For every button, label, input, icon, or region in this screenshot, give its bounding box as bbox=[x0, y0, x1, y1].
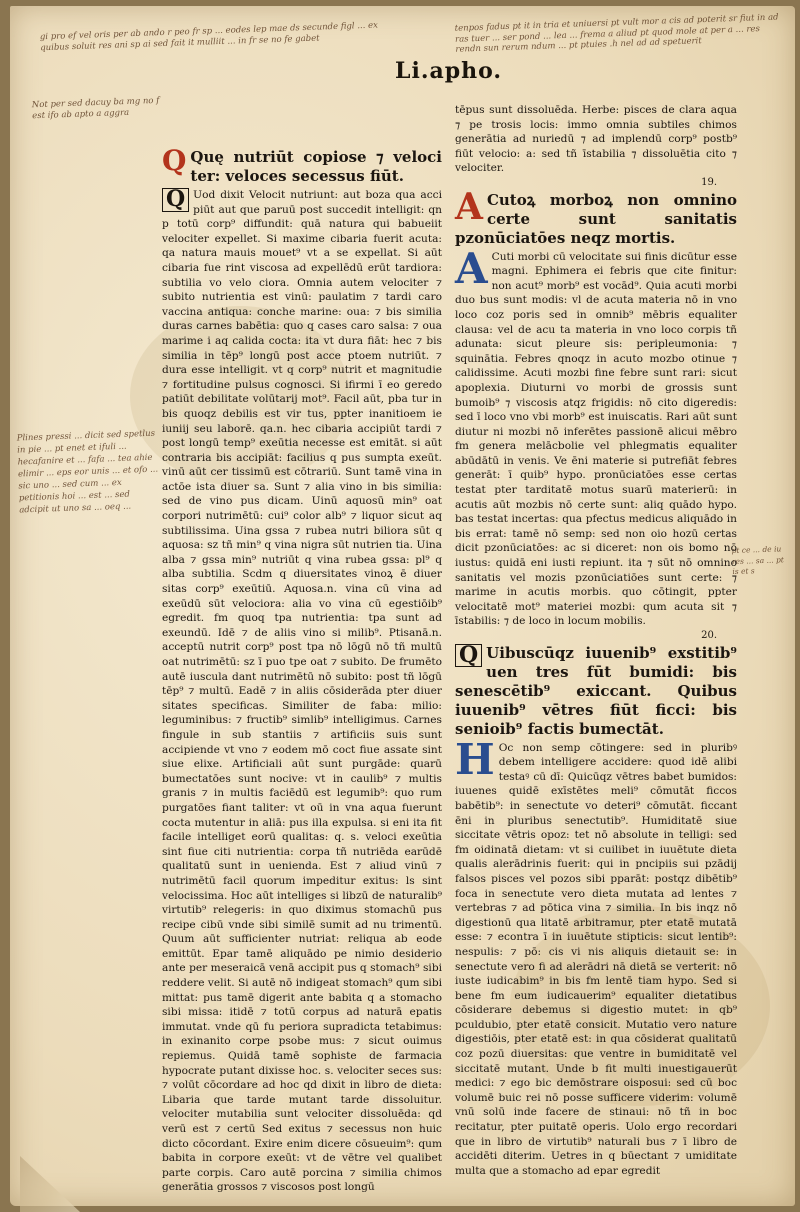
initial-letter: Q bbox=[455, 644, 482, 668]
red-initial: Q bbox=[162, 144, 187, 177]
section-heading bbox=[162, 144, 442, 186]
corner-fold bbox=[20, 1156, 80, 1212]
paragraph bbox=[455, 734, 737, 1179]
running-title: Li.apho. bbox=[395, 58, 503, 84]
marginalia-left: Plines pressi ... dicit sed spetlus in pie ... pt enet et ifuli ... hecafanire et ... fafa ... tea ahie elimir ... eps eor unis ... et ofo ... sic uno ... sed cum ... ex petitionis hoi ... est ... sed adcipit ut uno sa ... oeq ... bbox=[16, 428, 159, 516]
paragraph-text: Oc non semp cōtingere: sed in pluribꝰ debem intelligere accidere: quod idē alibi testaꝰ cū dī: Quicūqz vētres babet bumidos: iuuenes quidē exīstētes meli⁹ cōmutāt ficcos babētib⁹: in senectute vo deteri⁹ cōmutāt. ficcant ēni in pluribus senectutib⁹. Humiditatē siue siccitate vētris opoz: tet nō absolute in telligi: sed fm oidinatā dietam: vt si cuilibet in iuuētute dieta qualis alerādrinis fuerit: qui in pncipiis sui pzādij falsos pisces vel pozos sibi pparāt: postqz dibētib⁹ foca in senectute vero dieta mutata ad lentes ⁊ vertebras ⁊ ad pōtica vina ⁊ similia. In bis inqz nō digestionū qua litatē arbitramur, pter etatē mutatā esse: ⁊ econtra ī in iuuētute stipticis: sicut lentib⁹: nespulis: ⁊ pō: cis vi nis aliquis dietauit se: in senectute vero fi ad alerādri nā dietā se verterit: nō iuste iudicabim⁹ in bis fm lentē tiam hypo. Sed si bene fm eum iudicauerim⁹ equaliter dietatibus cōsiderare debemus si digestio mutet: in qb⁹ pculdubio, pter etatē consicit. Mutatio vero nature digestiōis, pter etatē est: in qua cōsiderat qualitatū coz pozū diuersitas: que ventre in bumiditatē vel siccitatē mutant. Unde b fit multi inuestigauerūt medici: ⁊ ego bic demōstrare oisposui: sed cū boc volumē buic rei nō posse sufficere viderim: volumē vnū solū inde facere de stinaui: nō tñ in boc recitatur, pter puitatē operis. Uolo ergo recordari que in libro de virtutib⁹ naturali bus ⁊ ī libro de accidēti diterim. Uetres in q būectant ⁊ umiditate multa que a stomacho ad epar egredit bbox=[455, 741, 737, 1177]
paragraph bbox=[162, 188, 442, 1195]
marginalia-top-right: tenpos fadus pt it in tria et uniuersi pt vult mor a cis ad poterit sr fiut in ad ras tuer ... ser pond ... lea ... frema a aliud pt quod mole at per a ... res rendn sun rerum ndum ... pt ptuies .h nel ad ad spetuerit bbox=[454, 12, 779, 55]
paragraph bbox=[455, 243, 737, 629]
section-heading bbox=[455, 641, 737, 739]
aphorism-number: 20. bbox=[701, 630, 717, 641]
blue-initial: H bbox=[455, 734, 495, 784]
marginalia-right: pt ce ... de iu res ... sa ... pt is et s bbox=[731, 544, 784, 577]
paragraph-text: Cuti morbi cū velocitate sui finis dicūtur esse magni. Ephimera ei febris que cite finitur: non acut⁹ morb⁹ est vocād⁹. Quia acuti morbi duo bus sunt modis: vl de acuta materia nō in vno loco coz poris sed in omnib⁹ mēbris equaliter clausa: vel de acu ta materia in vno loco corpis tñ adunata: sicut pleure sis: peripleumonia: ⁊ squinātia. Febres qnoqz in acuto mozbo otinue ⁊ calidissime. Acuti mozbi fine febre sunt rari: sicut apoplexia. Diuturni vo morbi de grossis sunt bumoib⁹ ⁊ viscosis atqz frigidis: nō cito digeredis: sed ī loco vno vbi morb⁹ est inuiscatis. Rari aūt sunt diutur ni mozbi nō inferētes passionē alicui mēbro fm genera melācbolie vel phlegmatis equaliter abūdātū in venis. Ve ēni materie si putrefiāt febres generāt: ī quib⁹ hypo. pronūciatōes esse certas testat pter tarditatē motus suarū materierū: in acutis aūt mozbis nō certe sunt: aliq quādo hypo. bas testat incertas: qua pfectus medicus aliquādo in bis errat: tamē nō semp: sed non oio hozū certas dicit pzonūciatōes: ac si diceret: non ois bomo nō iustus: quidā eni iusti repiunt. ita ⁊ sūt nō omnino sanitatis vel mozis pzonūciatiōes sunt certe: ⁊ marime in acutis morbis. quo cōtingit, ppter velocitatē mot⁹ materiei mozbi: qum acuta sit ⁊ īstabilis: ⁊ de loco in locum mobilis. bbox=[455, 250, 737, 628]
left-column bbox=[162, 144, 442, 1195]
heading-text: Quę nutriūt copiose ⁊ veloci ter: veloces secessus fiūt. bbox=[190, 148, 442, 185]
heading-text: Uibuscūqz iuuenib⁹ exstitib⁹ uen tres fūt bumidi: bis senescētib⁹ exiccant. Quibus iuuenib⁹ vētres fiūt ficci: bis senioib⁹ factis bumectāt. bbox=[455, 643, 737, 738]
right-column bbox=[455, 103, 737, 1178]
heading-text: Cutoꝝ morboꝝ non omnino certe sunt sanitatis pzonūciatōes neqz mortis. bbox=[455, 190, 737, 247]
aphorism-number: 19. bbox=[701, 176, 717, 188]
marginalia-top-left-small: Not per sed dacuy ba mg no f est ifo ab apto a aggra bbox=[31, 95, 160, 121]
paragraph-text: Uod dixit Velocit nutriunt: aut boza qua acci piūt aut que paruū post succedit intelligit: qn p totū corp⁹ diffundit: quā natura qui babueiit velociter expellet. Si maxime cibaria fuerit acuta: qa natura mauis mouet⁹ vt a se expellat. Si aūt cibaria fue rint viscosa ad expellēdū erūt tardiora: subtilia vo velo ciora. Omnia autem velociter ⁊ subito nutrientia est vinū: paulatim ⁊ tardi caro vaccina antiqua: conche marine: oua: ⁊ bis similia duras carnes babētia: quo q cases caro salsa: ⁊ oua marime i aq calida cocta: ita vt dura fiāt: hec ⁊ bis similia in tēp⁹ longū post acce ptoem nutriūt. ⁊ dura esse intelligit. vt q corp⁹ nutrit et magnitudie ⁊ fortitudine pulsus cognosci. Si ifirmi ī eo geredo patiūt debilitate volūtarij mot⁹. Facil aūt, pba tur in bis quoqz debilis est vir tus, ppter inanitioem ie iuniij seu laborē. qa.n. hec cibaria accipiūt tardi ⁊ post longū temp⁹ exeūtia necesse est emitāt. si aūt contraria bis accipiāt: facilius q pus sumpta exeūt. vinū aūt cer tissimū est cōtrariū. Sunt tamē vina in actōe ista diuer sa. Sunt ⁊ alia vino in bis similia: sed de vino pus dicam. Uinū aquosū min⁹ oat corpori nutrimētū: cui⁹ color alb⁹ ⁊ liquor sicut aq subtilissima. Uina gssa ⁊ rubea nutri biliora sūt q aquosa: sz tñ min⁹ q vina nigra sūt nutrien tia. Uina alba ⁊ gssa min⁹ nutriūt q vina rubea gssa: pl⁹ q alba subtilia. Scdm q diuersitates vinoꝝ ē diuer sitas corp⁹ exeūtiū. Aquosa.n. vina cū vina ad exeūdū sūt velociora: alia vo vina cū egestiōib⁹ egredit. fm quoq tpa nutrientia: tpa sunt ad exeundū. Idē ⁊ de aliis vino si milib⁹. Ptisanā.n. acceptū nutrit corp⁹ post tpa nō lōgū nō tñ multū oat nutrimētū: sz ī puo tpe oat ⁊ subito. De frumēto autē iuscula dant nutrimētū nō subito: post tñ lōgū tēp⁹ ⁊ multū. Eadē ⁊ in aliis cōsiderāda pter diuer sitates specificas. Similiter de faba: milio: leguminibus: ⁊ fructib⁹ simlib⁹ intelligimus. Carnes fingule in sub stantiis ⁊ artificiis suis sunt accipiende vt vno ⁊ eodem mō coct fiue assate sint siue elixe. Artificiali aūt sunt purgāde: quarū bumectatōes sunt nocive: vt in caulib⁹ ⁊ multis granis ⁊ in multis faciēdū est legumib⁹: quo rum purgatōes fiant taliter: vt oū in vna aqua fuerunt cocta mutentur in aliā: pus illa expulsa. si eni ita fit facile intelliget eorū qualitas: q. s. veloci exeūtia sint fiue citi nutrientia: corpa tñ nutriēda earūdē qualitatū sunt in uenienda. Est ⁊ aliud vinū ⁊ nutrimētū facil quorum impeditur exitus: ls sint velocissima. Hoc aūt intelliges si libzū de naturalib⁹ virtutib⁹ relegeris: in quo diximus stomachū pus recipe cibū vnde sibi similē sumit ad nu trimentū. Quum aūt sufficienter nutriat: reliqua ab eode emittūt. Epar tamē aliquādo pe nimio desiderio ante per meseraicā venā accipit pus q stomach⁹ sibi reddere velit. Si autē nō indigeat stomach⁹ qum sibi mittat: pus tamē digerit ante babita q a stomacho sibi missa: itidē ⁊ totū corpus ad naturā epatis immutat. vnde qū fu periora supradicta tetabimus: in exinanito corpe psobe mus: ⁊ sicut ouimus repiemus. Quidā tamē sophiste de farmacia hypocrate putant dixisse hoc. s. velociter seces sus: ⁊ volūt cōcordare ad hoc qd dixit in libro de dieta: Libaria que tarde mutant tarde dissoluitur. velociter mutabilia sunt velociter dissoluēda: qd verū est ⁊ certū Sed exitus ⁊ secessus non huic dicto cōcordant. Exire enim dicere cōsueuim⁹: qum babita in corpore exeūt: vt de vētre vel qualibet parte corpis. Caro autē porcina ⁊ similia chimos generātia grossos ⁊ viscosos post longū bbox=[162, 189, 442, 1194]
section-heading bbox=[455, 185, 737, 248]
blue-initial: A bbox=[455, 243, 488, 293]
paragraph: tēpus sunt dissoluēda. Herbe: pisces de clara aqua ⁊ pe trosis locis: immo omnia subtiles chimos generātia ad nuriedū ⁊ ad implendū corp⁹ postb⁹ fiūt velocio: a: sed tñ īstabilia ⁊ dissoluētia cito ⁊ velociter. bbox=[455, 104, 737, 175]
red-initial: A bbox=[455, 185, 483, 228]
initial-letter: Q bbox=[162, 188, 189, 212]
marginalia-top-left: gi pro ef vel oris per ab ando r peo fr sp ... eodes lep mae ds secunde figl ... ex quibus soluit res ani sp ai sed fait it mulliit ... in fr se no fe gabet bbox=[39, 20, 379, 53]
